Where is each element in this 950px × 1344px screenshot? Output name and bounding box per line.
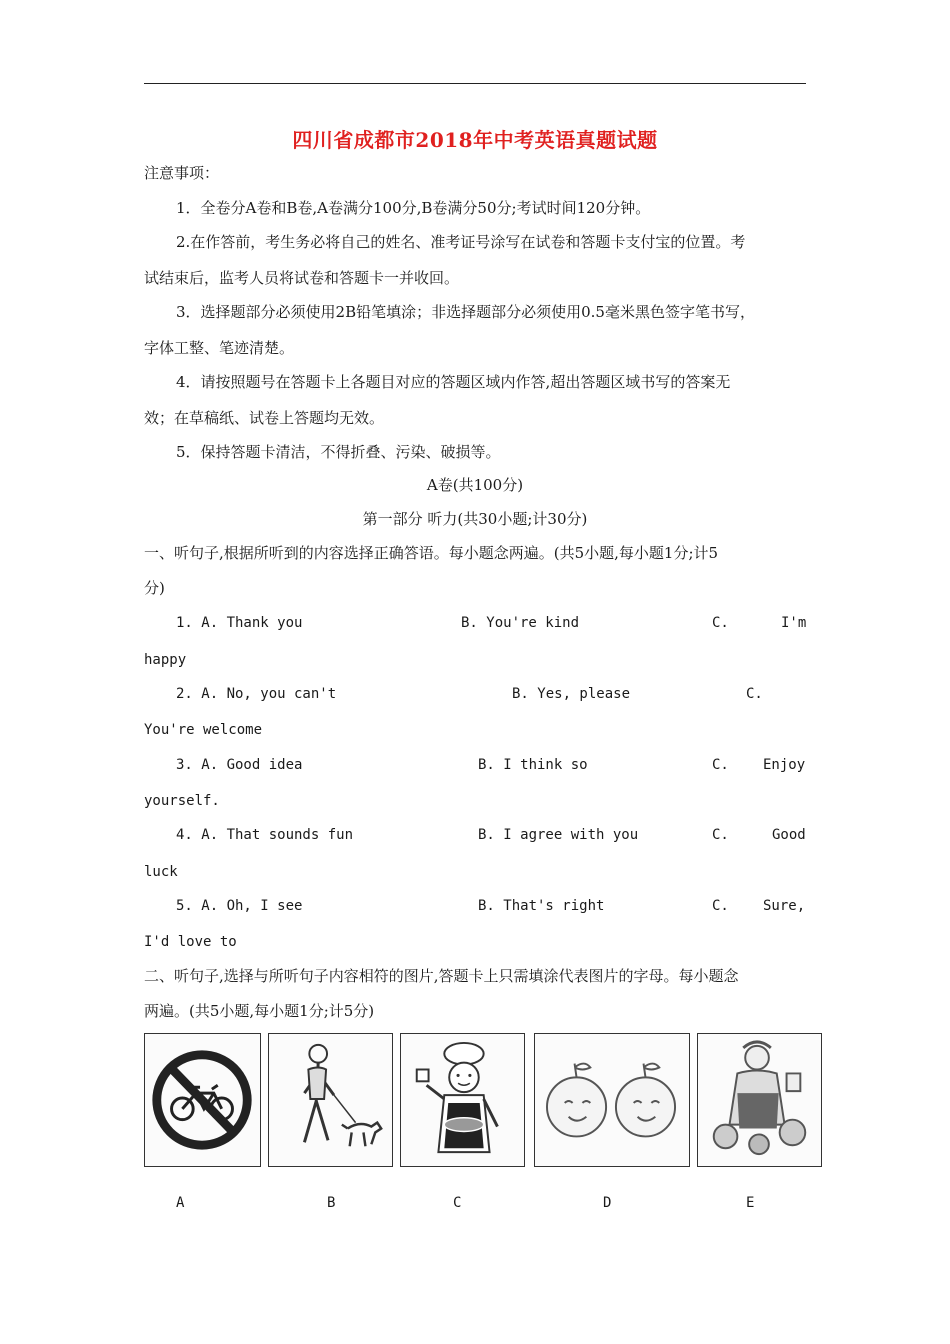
smiling-fruits-icon xyxy=(535,1034,689,1166)
q1-instruction: 分) xyxy=(144,579,165,597)
q2-instruction: 二、听句子,选择与所听句子内容相符的图片,答题卡上只需填涂代表图片的字母。每小题念 xyxy=(144,967,739,985)
question-option-c: C. xyxy=(712,615,729,631)
no-bicycle-icon xyxy=(145,1034,260,1166)
question-option-b: B. I agree with you xyxy=(478,827,639,843)
picture-e xyxy=(697,1033,822,1167)
question-wrap-text: yourself. xyxy=(144,793,220,809)
question-option-c: C. xyxy=(712,827,729,843)
question-option-a: 3. A. Good idea xyxy=(176,757,303,773)
grandmother-with-toys-icon xyxy=(698,1034,821,1166)
part-one-heading: 第一部分 听力(共30小题;计30分) xyxy=(362,510,588,528)
page-title: 四川省成都市2018年中考英语真题试题 xyxy=(292,128,658,152)
notice-item: 字体工整、笔迹清楚。 xyxy=(144,339,295,357)
section-a-heading: A卷(共100分) xyxy=(426,476,524,494)
question-wrap-text: happy xyxy=(144,652,187,668)
picture-label-c: C xyxy=(453,1195,462,1211)
question-option-b: B. That's right xyxy=(478,898,605,914)
notice-item: 5．保持答题卡清洁，不得折叠、污染、破损等。 xyxy=(176,443,501,461)
question-option-b: B. Yes, please xyxy=(512,686,631,702)
notice-item: 试结束后，监考人员将试卷和答题卡一并收回。 xyxy=(144,269,460,287)
picture-label-a: A xyxy=(176,1195,185,1211)
picture-b xyxy=(268,1033,393,1167)
question-option-a: 1. A. Thank you xyxy=(176,615,303,631)
picture-label-e: E xyxy=(746,1195,755,1211)
question-option-c: C. xyxy=(746,686,763,702)
notice-item: 效；在草稿纸、试卷上答题均无效。 xyxy=(144,409,385,427)
question-wrap-text: I'd love to xyxy=(144,934,237,950)
notice-item: 4．请按照题号在答题卡上各题目对应的答题区域内作答,超出答题区域书写的答案无 xyxy=(176,373,731,391)
question-option-a: 2. A. No, you can't xyxy=(176,686,337,702)
question-option-c: C. xyxy=(712,757,729,773)
notice-item: 2.在作答前，考生务必将自己的姓名、准考证号涂写在试卷和答题卡支付宝的位置。考 xyxy=(176,233,746,251)
question-option-a: 4. A. That sounds fun xyxy=(176,827,354,843)
question-option-b: B. You're kind xyxy=(461,615,580,631)
question-option-c-text: Good xyxy=(772,827,806,843)
question-option-a: 5. A. Oh, I see xyxy=(176,898,303,914)
question-option-c-text: Enjoy xyxy=(763,757,806,773)
picture-a xyxy=(144,1033,261,1167)
question-wrap-text: You're welcome xyxy=(144,722,263,738)
question-option-c: C. xyxy=(712,898,729,914)
picture-c xyxy=(400,1033,525,1167)
picture-strip xyxy=(144,1033,822,1173)
question-option-c-text: Sure, xyxy=(763,898,806,914)
notice-item: 1．全卷分A卷和B卷,A卷满分100分,B卷满分50分;考试时间120分钟。 xyxy=(176,199,651,217)
question-wrap-text: luck xyxy=(144,864,178,880)
q2-instruction: 两遍。(共5小题,每小题1分;计5分) xyxy=(144,1002,375,1020)
notice-item: 3．选择题部分必须使用2B铅笔填涂；非选择题部分必须使用0.5毫米黑色签字笔书写， xyxy=(176,303,755,321)
man-walking-dog-icon xyxy=(269,1034,392,1166)
question-option-b: B. I think so xyxy=(478,757,588,773)
q1-instruction: 一、听句子,根据所听到的内容选择正确答语。每小题念两遍。(共5小题,每小题1分;计5 xyxy=(144,544,719,562)
chef-icon xyxy=(401,1034,524,1166)
question-option-c-text: I'm xyxy=(781,615,807,631)
picture-label-b: B xyxy=(327,1195,336,1211)
picture-label-d: D xyxy=(603,1195,612,1211)
top-rule xyxy=(144,83,806,84)
picture-d xyxy=(534,1033,690,1167)
notice-heading: 注意事项： xyxy=(144,164,220,182)
